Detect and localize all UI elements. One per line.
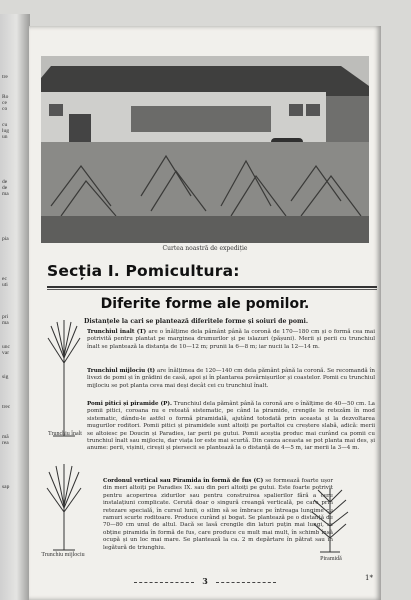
paragraph-medium-trunk <box>87 368 375 390</box>
tall-trunk-tree-icon <box>43 318 85 438</box>
paragraph-dwarf-pyramid <box>87 401 375 453</box>
paragraph-term: Trunchiul mijlociu (t) <box>87 368 156 374</box>
tree-label-medium: Trunchiu mijlociu <box>41 552 85 558</box>
left-fragment: cu lug un <box>2 122 10 140</box>
tree-label-tall: Trunchiu înalt <box>48 431 82 437</box>
courtyard-photo-illustration <box>41 56 369 243</box>
pyramid-tree-icon <box>310 482 350 554</box>
photo-caption: Curtea noastră de expediție <box>162 245 248 252</box>
left-fragment: sig <box>2 374 9 380</box>
left-fragment: pia <box>2 236 9 242</box>
photo-courtyard <box>41 56 369 243</box>
left-fragment: pri ma <box>2 314 9 326</box>
left-fragment: mă rea <box>2 434 9 446</box>
left-fragment: sap <box>2 484 10 490</box>
paragraph-term: Cordonul vertical sau Piramida în formă de fus (C) <box>103 478 264 484</box>
paragraph-term: Trunchiul înalt (T) <box>87 329 147 335</box>
left-fragment: tre <box>2 74 8 80</box>
left-fragment: trec <box>2 404 11 410</box>
tree-label-pyramid: Piramidă <box>320 556 342 562</box>
paragraph-cordon <box>103 478 333 552</box>
paragraph-text: se formează foarte ușor din meri altoiți pe Paradies IX. sau din peri altoiți pe gutui. Este foarte potrivit pentru acoperirea zidurilor sau pentru construirea spalierilor fără a cere instalațiuni complicate. Cerută doar o singură creangă verticală, pe care prin retezare specială, în cursul lunii, o silim să se îmbrace pe întreaga lungime cu ramuri scurte roditoare. Produce curând și bogat. Se plantează pe o distanță de 70—80 cm unul de altul. Dacă se lasă crengile din laturi puțin mai lungi, se obține piramida în formă de fus, care produce cu mult mai mult, în schimb însă ocupă și un loc mai mare. Se plantează la ca. 2 m depărtare în pătrat sau în legătură de triunghiu. <box>103 478 334 551</box>
magazine-page <box>29 26 381 600</box>
left-page-edge <box>0 14 30 600</box>
section-title: Secția I. Pomicultura: <box>47 262 240 280</box>
article-heading: Diferite forme ale pomilor. <box>100 296 310 312</box>
left-fragment: ec uti <box>2 276 8 288</box>
paragraph-text: Trunchiul dela pământ până la coronă are o înălțime de 40—50 cm. La pomii pitici, coroana nu e reteată sistematic, pe când la piramide, crengile le retezăm în mod sistematic, dându-le astfel o formă piramidală, ajutând totodată prin aceasta și la dezvoltarea mugurilor roditori. Pomii pitici și piramidele sunt altoiți pe portaltoi cu creștere slabă, adică: merii se altoiesc pe Doucin și Paradies, iar perii pe gutui. Pomii aceștia produc mai curând ca pomii cu trunchiul înalt sau mijlociu, dar viața lor este mai scurtă. Din cauza aceasta se pot planta mai des, și anume: perii, vișinii, cireșii și piersecii se plantează la o distanță de 4—5 m, iar merii la 3—4 m. <box>87 401 375 452</box>
paragraph-term: Pomi pitici și piramide (P). <box>87 401 172 407</box>
printer-signature: 1* <box>365 574 373 582</box>
left-fragment: Ro ce co <box>2 94 9 112</box>
left-fragment: unc var <box>2 344 10 356</box>
article-subtitle: Distanțele la cari se plantează diferitele forme și soiuri de pomi. <box>84 318 309 325</box>
paragraph-tall-trunk <box>87 329 375 351</box>
paragraph-text: are o înălțime dela pământ până la coronă de 170—180 cm și o formă cea mai potrivită pentru plantat pe marginea drumurilor și pe islazuri (pășuni). Merii și perii cu trunchiul înalt se plantează la distanța de 10—12 m; prunii la 6—8 m; iar nucii la 12—14 m. <box>87 329 376 350</box>
medium-trunk-tree-icon <box>43 462 85 552</box>
left-fragment: de de ma <box>2 179 9 197</box>
section-rule <box>47 286 377 288</box>
section-rule <box>47 289 377 290</box>
page-number: 3 <box>29 576 381 586</box>
paragraph-text: are înălțimea de 120—140 cm dela pământ până la coronă. Se recomandă în livezi de pomi și în grădini de casă, apoi și în plantarea povârnișurilor și coastelor. Pomii cu trunchiul mijlociu se pot planta ceva mai deși decât cei cu trunchiul înalt. <box>87 368 376 389</box>
